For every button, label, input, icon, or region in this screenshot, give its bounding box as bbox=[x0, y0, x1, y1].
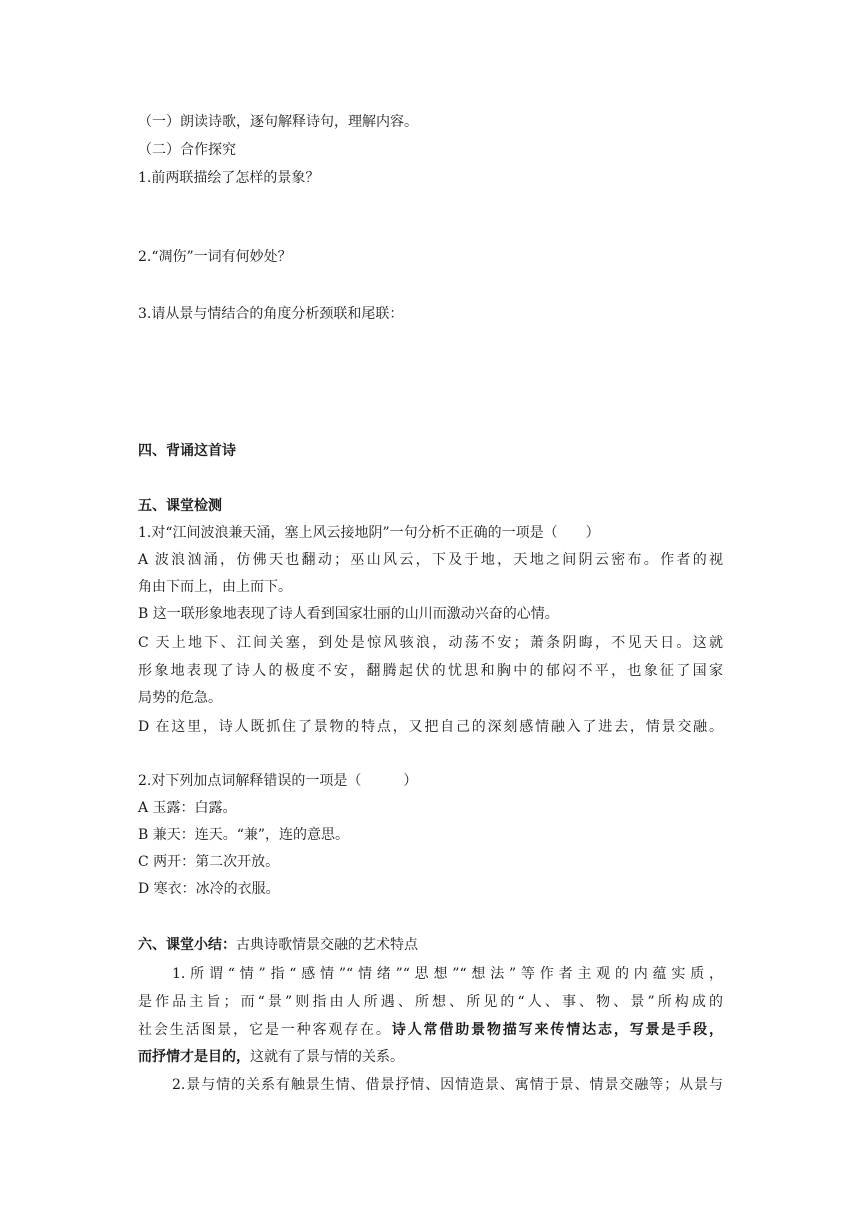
step-read-aloud: （一）朗读诗歌，逐句解释诗句，理解内容。 bbox=[138, 114, 418, 130]
section-5-heading: 五、课堂检测 bbox=[138, 498, 222, 514]
section-4-heading: 四、背诵这首诗 bbox=[138, 443, 236, 459]
question-2: 2.“凋伤”一词有何妙处？ bbox=[138, 249, 292, 265]
quiz-1-option-b: B 这一联形象地表现了诗人看到国家壮丽的山川而激动兴奋的心情。 bbox=[138, 606, 559, 622]
section-6-heading-line bbox=[138, 935, 418, 955]
quiz-1-option-d: D 在这里，诗人既抓住了景物的特点，又把自己的深刻感情融入了进去，情景交融。 bbox=[138, 719, 723, 735]
quiz-1-option-c-cont1: 形象地表现了诗人的极度不安，翻腾起伏的忧思和胸中的郁闷不平，也象征了国家 bbox=[138, 663, 723, 679]
summary-p1-line4 bbox=[138, 1047, 404, 1067]
question-1: 1.前两联描绘了怎样的景象？ bbox=[138, 170, 320, 186]
quiz-2-option-b: B 兼天：连天。“兼”，连的意思。 bbox=[138, 827, 350, 843]
summary-p2-line1: 2.景与情的关系有触景生情、借景抒情、因情造景、寓情于景、情景交融等；从景与 bbox=[172, 1077, 723, 1093]
quiz-1-option-a-cont: 角由下而上，由上而下。 bbox=[138, 579, 292, 595]
quiz-1-option-a: A 波浪汹涌，仿佛天也翻动；巫山风云，下及于地，天地之间阴云密布。作者的视 bbox=[138, 552, 723, 568]
section-6-subtitle: 古典诗歌情景交融的艺术特点 bbox=[236, 937, 418, 953]
quiz-2-stem: 2.对下列加点词解释错误的一项是（ ） bbox=[138, 773, 418, 789]
summary-p1-line3-bold: 诗人常借助景物描写来传情达志，写景是手段， bbox=[391, 1022, 724, 1038]
summary-p1-line1: 1.所谓“情”指“感情”“情绪”“思想”“想法”等作者主观的内蕴实质， bbox=[172, 966, 723, 982]
question-3: 3.请从景与情结合的角度分析颈联和尾联： bbox=[138, 306, 404, 322]
step-cooperative-inquiry: （二）合作探究 bbox=[138, 142, 236, 158]
section-6-heading: 六、课堂小结： bbox=[138, 937, 236, 953]
summary-p1-line2: 是作品主旨；而“景”则指由人所遇、所想、所见的“人、事、物、景”所构成的 bbox=[138, 994, 723, 1010]
summary-p1-line4-plain: 这就有了景与情的关系。 bbox=[250, 1049, 404, 1065]
quiz-2-option-c: C 两开：第二次开放。 bbox=[138, 854, 280, 870]
summary-p1-line3-plain: 社会生活图景，它是一种客观存在。 bbox=[138, 1022, 392, 1038]
quiz-2-option-a: A 玉露：白露。 bbox=[138, 800, 237, 816]
summary-p1-line3 bbox=[138, 1020, 723, 1040]
quiz-2-option-d: D 寒衣：冰冷的衣服。 bbox=[138, 881, 280, 897]
quiz-1-stem: 1.对“江间波浪兼天涌，塞上风云接地阴”一句分析不正确的一项是（ ） bbox=[138, 525, 600, 541]
quiz-1-option-c-cont2: 局势的危急。 bbox=[138, 690, 222, 706]
quiz-1-option-c: C 天上地下、江间关塞，到处是惊风骇浪，动荡不安；萧条阴晦，不见天日。这就 bbox=[138, 635, 723, 651]
summary-p1-line4-bold: 而抒情才是目的， bbox=[138, 1049, 250, 1065]
